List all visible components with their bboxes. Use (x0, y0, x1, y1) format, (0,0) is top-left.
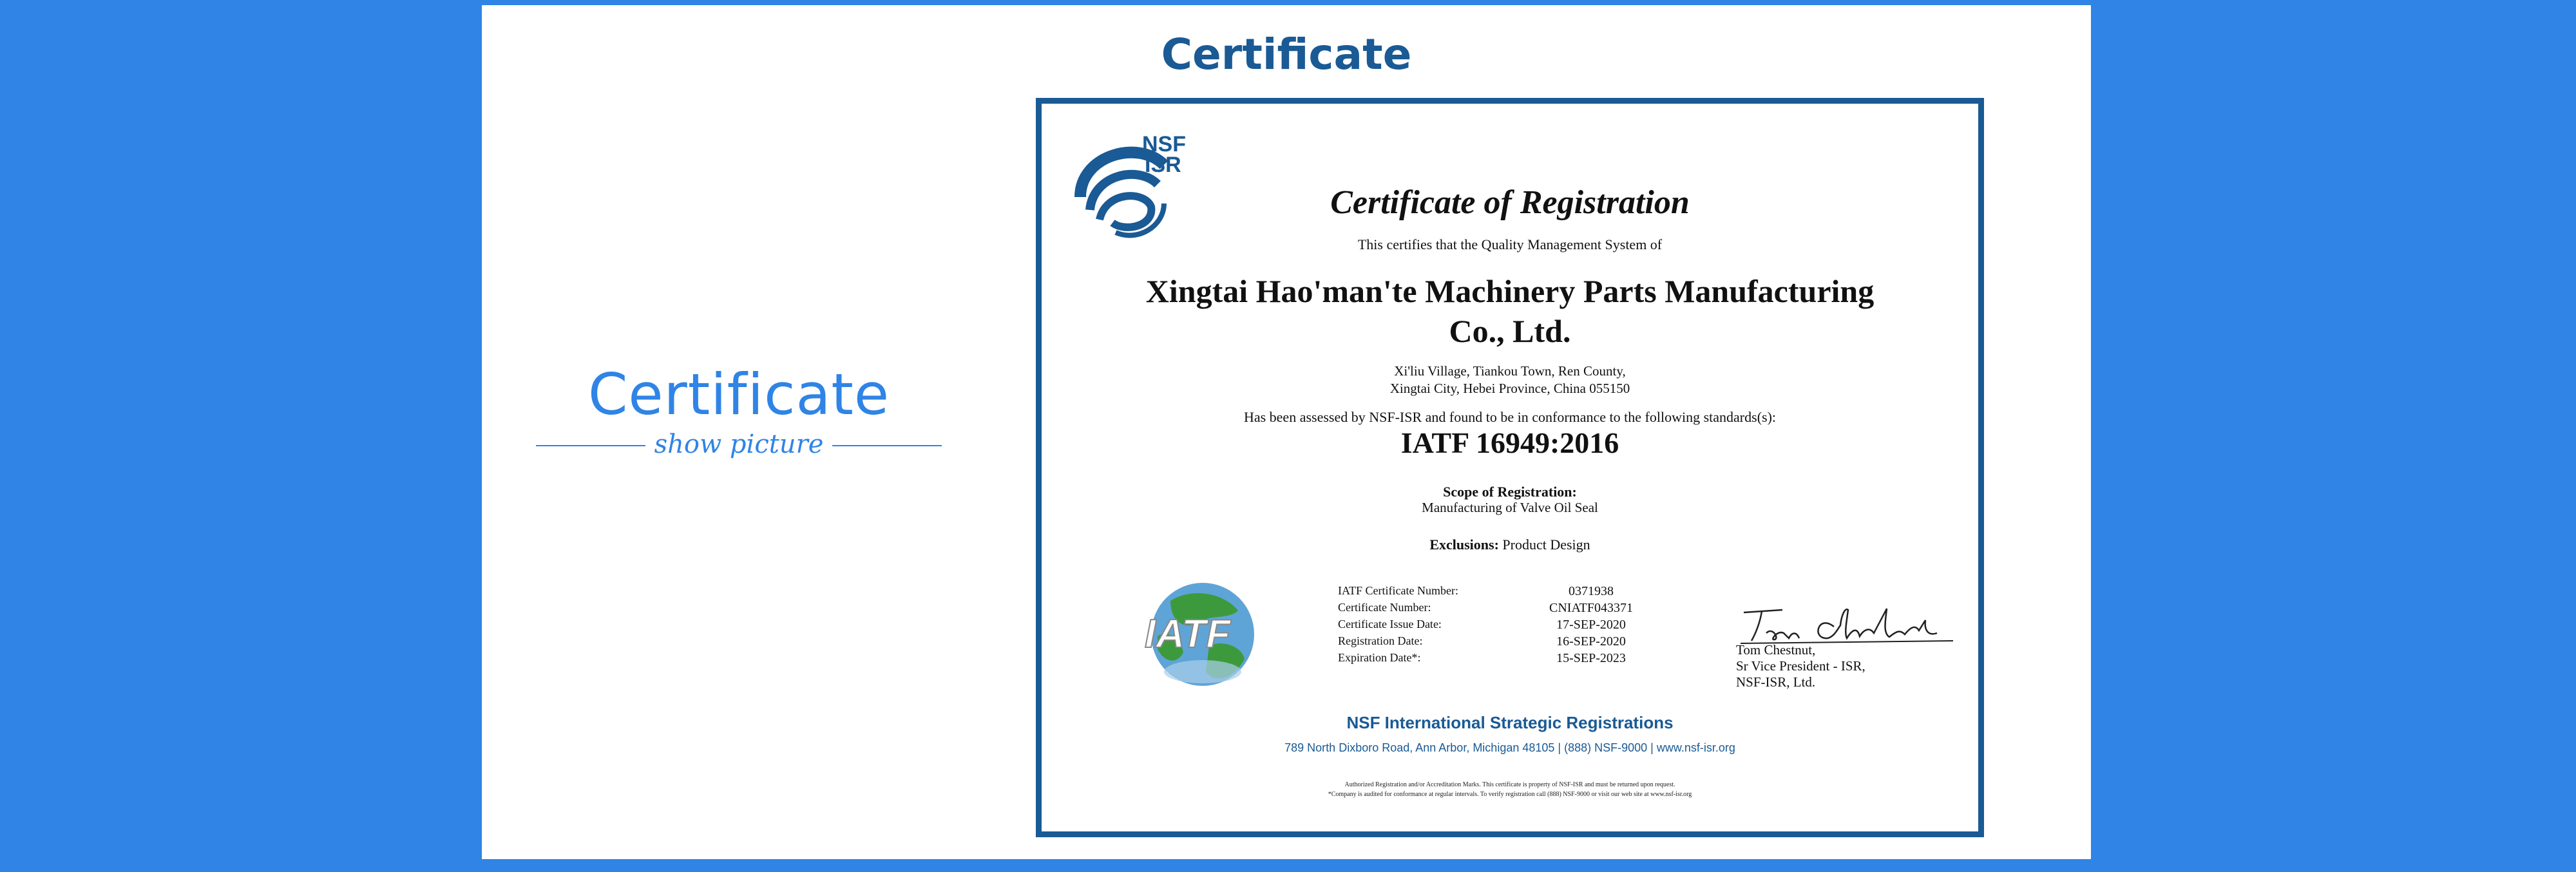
company-address (1042, 363, 1978, 397)
detail-value: 17-SEP-2020 (1556, 618, 1626, 632)
standard-name: IATF 16949:2016 (1400, 426, 1619, 459)
certificate-details (1338, 584, 1737, 668)
detail-value: 16-SEP-2020 (1556, 634, 1626, 649)
company-name-line-1: Xingtai Hao'man'te Machinery Parts Manufacturing (1145, 273, 1875, 309)
company-name-line-2: Co., Ltd. (1449, 313, 1571, 349)
detail-row (1338, 618, 1737, 634)
certifies-text: This certifies that the Quality Management System of (1357, 236, 1663, 252)
detail-label: Certificate Issue Date: (1338, 618, 1442, 630)
detail-row (1338, 634, 1737, 651)
detail-label: IATF Certificate Number: (1338, 584, 1458, 597)
banner-subtitle-row (536, 430, 942, 462)
issuer-address: 789 North Dixboro Road, Ann Arbor, Michigan 48105 | (888) NSF-9000 | www.nsf-isr.org (1284, 741, 1735, 754)
page-title: Certificate (1161, 30, 1412, 79)
exclusions-label: Exclusions: (1429, 536, 1499, 553)
certificate-title: Certificate of Registration (1330, 184, 1690, 221)
signature-image (1737, 601, 1956, 646)
nsf-logo-text-1: NSF (1142, 132, 1186, 156)
banner-title: Certificate (587, 361, 890, 428)
fine-print-line-1: Authorized Registration and/or Accreditation Marks. This certificate is property of NSF-ISR and must be returned upon request. (1344, 781, 1675, 788)
fine-print (1042, 780, 1978, 799)
left-banner (536, 363, 942, 462)
scope-heading: Scope of Registration: (1443, 484, 1577, 500)
exclusions (1042, 536, 1978, 553)
detail-value: 0371938 (1569, 584, 1614, 598)
iatf-globe-logo-icon (1132, 575, 1261, 691)
detail-value: 15-SEP-2023 (1556, 651, 1626, 665)
detail-row (1338, 601, 1737, 618)
nsf-logo-text-2: ISR (1145, 153, 1181, 177)
detail-label: Registration Date: (1338, 634, 1423, 647)
detail-label: Expiration Date*: (1338, 651, 1421, 664)
divider-line-right (832, 445, 942, 446)
signer-title: Sr Vice President - ISR, (1736, 658, 1865, 674)
fine-print-line-2: *Company is audited for conformance at regular intervals. To verify registration call (888) NSF-9000 or visit our web site at www.nsf-isr.org (1328, 791, 1692, 798)
signer-org: NSF-ISR, Ltd. (1736, 674, 1816, 690)
detail-value: CNIATF043371 (1549, 601, 1634, 615)
detail-row (1338, 584, 1737, 601)
assessment-statement: Has been assessed by NSF-ISR and found to be in conformance to the following standards(s): (1243, 409, 1777, 425)
detail-row (1338, 651, 1737, 668)
address-line-2: Xingtai City, Hebei Province, China 055150 (1389, 381, 1630, 396)
certificate-image (1036, 98, 1984, 837)
signer-name: Tom Chestnut, (1736, 642, 1816, 658)
address-line-1: Xi'liu Village, Tiankou Town, Ren County, (1394, 363, 1626, 379)
banner-subtitle: show picture (654, 430, 824, 459)
issuer-name: NSF International Strategic Registrations (1346, 713, 1674, 732)
iatf-logo-text: IATF (1145, 612, 1231, 656)
exclusions-value: Product Design (1502, 536, 1590, 553)
scope-value: Manufacturing of Valve Oil Seal (1422, 500, 1598, 515)
company-name (1042, 271, 1978, 351)
signer-block (1736, 642, 1942, 690)
content-panel (482, 5, 2091, 859)
detail-label: Certificate Number: (1338, 601, 1431, 614)
